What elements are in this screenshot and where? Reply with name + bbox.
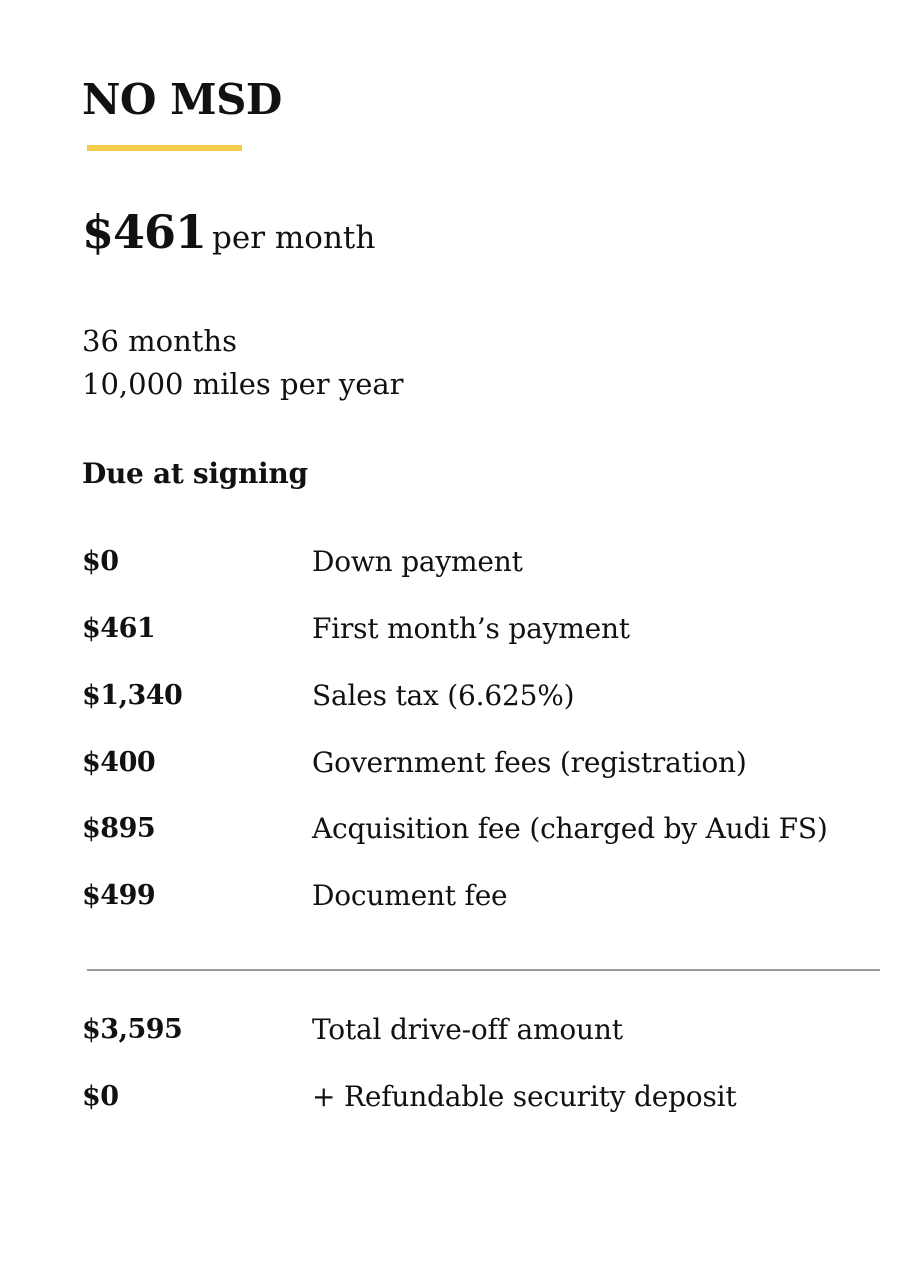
fee-label: Sales tax (6.625%) [312,679,575,712]
fee-amount: $400 [82,747,156,778]
total-row-drive-off [82,1008,882,1052]
fee-label: Government fees (registration) [312,746,747,779]
total-row-security-deposit [82,1075,882,1119]
fee-row-sales-tax [82,674,882,718]
lease-terms [82,320,404,406]
fee-label: First month’s payment [312,612,630,645]
due-at-signing-heading: Due at signing [82,457,308,490]
total-amount: $3,595 [82,1014,183,1045]
totals-divider [87,969,880,971]
fee-amount: $895 [82,813,156,844]
monthly-price [82,205,375,259]
fee-label: Document fee [312,879,508,912]
lease-duration: 36 months [82,324,237,358]
monthly-price-unit: per month [212,220,376,256]
fee-amount: $1,340 [82,680,183,711]
fee-label: Acquisition fee (charged by Audi FS) [312,812,828,845]
total-amount: $0 [82,1081,119,1112]
fee-amount: $461 [82,613,156,644]
fee-row-first-month [82,607,882,651]
fee-row-acquisition-fee [82,807,882,851]
fee-amount: $0 [82,546,119,577]
fee-row-document-fee [82,874,882,918]
lease-mileage: 10,000 miles per year [82,367,404,401]
fee-label: Down payment [312,545,523,578]
fee-row-down-payment [82,540,882,584]
title-accent-underline [87,145,242,151]
offer-title: NO MSD [82,75,282,124]
total-label: + Refundable security deposit [312,1080,737,1113]
monthly-price-amount: $461 [82,205,207,259]
total-label: Total drive-off amount [312,1013,623,1046]
fee-amount: $499 [82,880,156,911]
fee-row-government-fees [82,741,882,785]
